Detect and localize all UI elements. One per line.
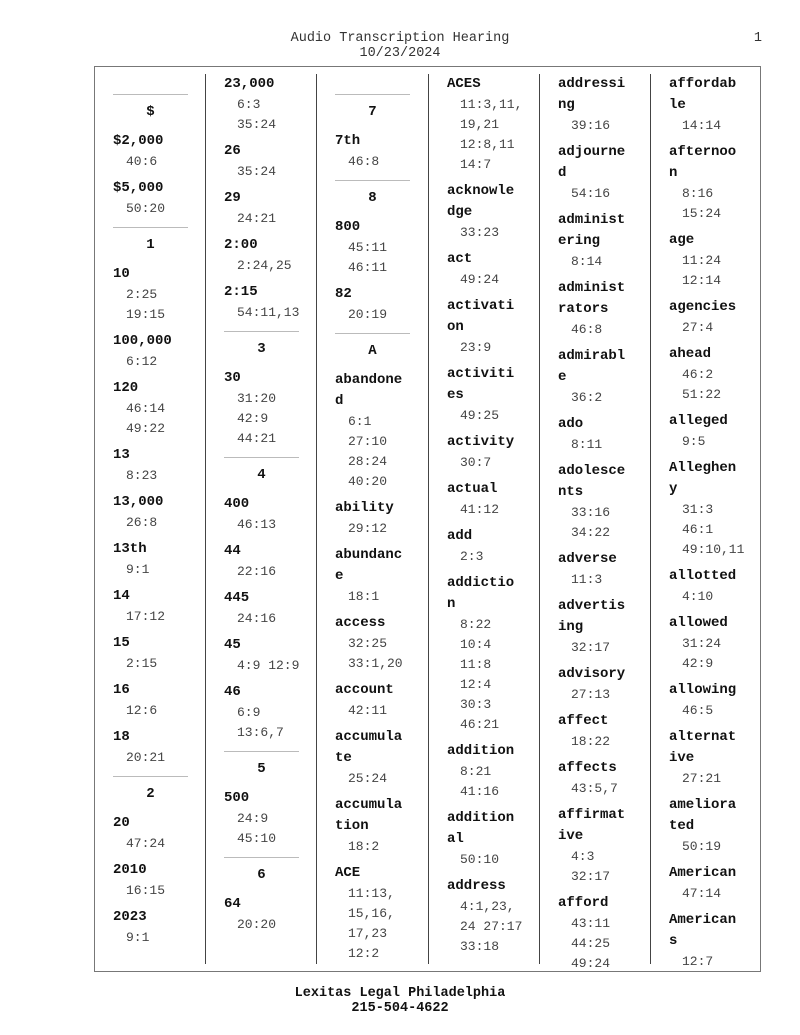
page-line-reference: 6:9 — [237, 705, 261, 720]
index-column-3 — [335, 74, 433, 970]
page-line-reference: 45:10 — [237, 831, 277, 846]
index-term: 23,000 — [224, 76, 275, 92]
index-entry — [113, 331, 211, 372]
index-term: addressi ng — [558, 76, 626, 113]
index-term: 445 — [224, 590, 250, 606]
index-entry — [447, 74, 545, 175]
index-entry — [447, 526, 545, 567]
index-entry — [669, 863, 767, 904]
page-number: 1 — [753, 31, 762, 46]
page-line-reference: 2:15 — [126, 656, 158, 671]
page-line-reference: 44:25 — [571, 936, 611, 951]
page-line-reference: 42:11 — [348, 703, 388, 718]
index-entry — [669, 74, 767, 136]
page-line-reference: 46:11 — [348, 260, 388, 275]
index-term: 2010 — [113, 862, 147, 878]
page-line-reference: 47:24 — [126, 836, 166, 851]
page-line-reference: 32:25 — [348, 636, 388, 651]
page-line-reference: 17:12 — [126, 609, 166, 624]
page-line-reference: 49:22 — [126, 421, 166, 436]
page-line-reference: 33:18 — [460, 939, 500, 954]
index-entry — [335, 795, 433, 857]
index-term: 13,000 — [113, 494, 164, 510]
page-line-reference: 24:21 — [237, 211, 277, 226]
page-line-reference: 4:3 — [571, 849, 595, 864]
index-entry — [558, 549, 656, 590]
index-term: 82 — [335, 286, 352, 302]
page-line-reference: 31:20 — [237, 391, 277, 406]
index-term: 2023 — [113, 909, 147, 925]
page-line-reference: 11:8 — [460, 657, 492, 672]
index-entry — [669, 910, 767, 972]
page-line-reference: 9:1 — [126, 562, 150, 577]
index-term: 100,000 — [113, 333, 172, 349]
index-term: affects — [558, 760, 617, 776]
header-title: Audio Transcription Hearing — [290, 31, 510, 46]
index-entry — [558, 893, 656, 974]
index-entry — [113, 586, 211, 627]
page-line-reference: 46:8 — [571, 322, 603, 337]
page-line-reference: 33:1,20 — [348, 656, 403, 671]
index-column-2 — [224, 74, 322, 941]
index-term: 45 — [224, 637, 241, 653]
section-heading: 7 — [335, 94, 410, 121]
index-term: adjourne d — [558, 144, 626, 181]
index-entry — [335, 545, 433, 607]
index-entry — [224, 894, 322, 935]
index-entry — [447, 573, 545, 735]
page-line-reference: 50:10 — [460, 852, 500, 867]
index-term: ability — [335, 500, 394, 516]
index-term: afternoo n — [669, 144, 737, 181]
index-term: 400 — [224, 496, 250, 512]
index-term: adolesce nts — [558, 463, 626, 500]
index-term: ACE — [335, 865, 361, 881]
index-entry — [447, 479, 545, 520]
index-term: 120 — [113, 380, 139, 396]
page-line-reference: 10:4 — [460, 637, 492, 652]
index-entry — [558, 142, 656, 204]
index-term: $2,000 — [113, 133, 164, 149]
index-term: agencies — [669, 299, 737, 315]
footer-company: Lexitas Legal Philadelphia — [294, 986, 506, 1001]
index-entry — [447, 432, 545, 473]
index-entry — [113, 633, 211, 674]
index-entry — [335, 131, 433, 172]
index-term: 64 — [224, 896, 241, 912]
page-line-reference: 6:12 — [126, 354, 158, 369]
index-entry — [224, 188, 322, 229]
index-entry — [447, 741, 545, 802]
index-entry — [113, 492, 211, 533]
page-line-reference: 15:24 — [682, 206, 722, 221]
index-term: 20 — [113, 815, 130, 831]
page-line-reference: 18:22 — [571, 734, 611, 749]
index-entry — [224, 541, 322, 582]
index-column-1 — [113, 74, 211, 954]
index-entry — [558, 278, 656, 340]
page-line-reference: 12:8,11 — [460, 137, 515, 152]
page-line-reference: 24 27:17 — [460, 919, 523, 934]
page-line-reference: 9:1 — [126, 930, 150, 945]
page-line-reference: 33:16 — [571, 505, 611, 520]
page-line-reference: 26:8 — [126, 515, 158, 530]
page-line-reference: 14:7 — [460, 157, 492, 172]
page-line-reference: 49:10,11 — [682, 542, 745, 557]
page-line-reference: 40:6 — [126, 154, 158, 169]
index-term: 44 — [224, 543, 241, 559]
page-line-reference: 19:15 — [126, 307, 166, 322]
page-line-reference: 18:2 — [348, 839, 380, 854]
index-term: ACES — [447, 76, 481, 92]
index-term: 46 — [224, 684, 241, 700]
index-entry — [113, 445, 211, 486]
index-term: advertis ing — [558, 598, 626, 635]
index-entry — [558, 346, 656, 408]
page-line-reference: 46:2 — [682, 367, 714, 382]
page-line-reference: 14:14 — [682, 118, 722, 133]
index-term: access — [335, 615, 386, 631]
index-entry — [335, 217, 433, 278]
page-line-reference: 12:6 — [126, 703, 158, 718]
page-line-reference: 12:2 — [348, 946, 380, 961]
index-entry — [669, 680, 767, 721]
page-line-reference: 27:13 — [571, 687, 611, 702]
page-line-reference: 23:9 — [460, 340, 492, 355]
index-term: 500 — [224, 790, 250, 806]
index-term: adverse — [558, 551, 617, 567]
section-heading: 4 — [224, 457, 299, 484]
index-entry — [224, 282, 322, 323]
page-line-reference: 11:24 — [682, 253, 722, 268]
index-entry — [335, 863, 433, 964]
page-line-reference: 29:12 — [348, 521, 388, 536]
index-entry — [558, 74, 656, 136]
page-line-reference: 44:21 — [237, 431, 277, 446]
index-term: act — [447, 251, 473, 267]
page-line-reference: 27:21 — [682, 771, 722, 786]
page-line-reference: 2:24,25 — [237, 258, 292, 273]
page-line-reference: 27:4 — [682, 320, 714, 335]
page-line-reference: 42:9 — [237, 411, 269, 426]
page-line-reference: 27:10 — [348, 434, 388, 449]
page-line-reference: 31:24 — [682, 636, 722, 651]
page-line-reference: 9:5 — [682, 434, 706, 449]
page-line-reference: 4:9 12:9 — [237, 658, 300, 673]
index-term: allowing — [669, 682, 737, 698]
index-entry — [669, 727, 767, 789]
index-entry — [447, 249, 545, 290]
index-entry — [224, 141, 322, 182]
page-line-reference: 30:7 — [460, 455, 492, 470]
page-line-reference: 42:9 — [682, 656, 714, 671]
page-line-reference: 12:4 — [460, 677, 492, 692]
index-term: abundanc e — [335, 547, 403, 584]
index-column-6 — [669, 74, 767, 978]
index-term: addictio n — [447, 575, 515, 612]
index-entry — [224, 494, 322, 535]
page-line-reference: 2:25 — [126, 287, 158, 302]
index-entry — [669, 344, 767, 405]
index-term: 16 — [113, 682, 130, 698]
index-term: ado — [558, 416, 584, 432]
index-entry — [113, 680, 211, 721]
page-line-reference: 31:3 — [682, 502, 714, 517]
index-term: 10 — [113, 266, 130, 282]
index-entry — [447, 364, 545, 426]
index-term: 26 — [224, 143, 241, 159]
page-line-reference: 46:5 — [682, 703, 714, 718]
index-term: American — [669, 865, 737, 881]
page-line-reference: 11:3,11, — [460, 97, 523, 112]
index-entry — [224, 682, 322, 743]
page-line-reference: 50:20 — [126, 201, 166, 216]
index-term: 14 — [113, 588, 130, 604]
index-term: addition al — [447, 810, 515, 847]
section-heading: 5 — [224, 751, 299, 778]
index-term: actual — [447, 481, 498, 497]
page-line-reference: 24:16 — [237, 611, 277, 626]
index-entry — [224, 74, 322, 135]
index-term: Alleghen y — [669, 460, 737, 497]
index-term: 13 — [113, 447, 130, 463]
index-entry — [113, 727, 211, 768]
index-entry — [558, 758, 656, 799]
index-entry — [669, 411, 767, 452]
index-entry — [224, 588, 322, 629]
index-entry — [113, 860, 211, 901]
section-heading: 6 — [224, 857, 299, 884]
section-heading: $ — [113, 94, 188, 121]
index-entry — [335, 498, 433, 539]
page-line-reference: 25:24 — [348, 771, 388, 786]
index-entry — [558, 414, 656, 455]
index-term: 29 — [224, 190, 241, 206]
page-line-reference: 32:17 — [571, 869, 611, 884]
index-entry — [335, 727, 433, 789]
page-line-reference: 11:3 — [571, 572, 603, 587]
index-entry — [335, 284, 433, 325]
page-line-reference: 33:23 — [460, 225, 500, 240]
index-entry — [558, 805, 656, 887]
index-term: 2:15 — [224, 284, 258, 300]
page-line-reference: 40:20 — [348, 474, 388, 489]
page-line-reference: 36:2 — [571, 390, 603, 405]
index-entry — [669, 795, 767, 857]
page-line-reference: 32:17 — [571, 640, 611, 655]
index-term: account — [335, 682, 394, 698]
index-term: afford — [558, 895, 609, 911]
page-line-reference: 20:20 — [237, 917, 277, 932]
page-line-reference: 22:16 — [237, 564, 277, 579]
page-line-reference: 20:19 — [348, 307, 388, 322]
index-term: add — [447, 528, 473, 544]
page-line-reference: 8:22 — [460, 617, 492, 632]
page-line-reference: 8:23 — [126, 468, 158, 483]
index-term: 7th — [335, 133, 361, 149]
index-term: alternat ive — [669, 729, 737, 766]
index-term: administ ering — [558, 212, 626, 249]
page-line-reference: 46:1 — [682, 522, 714, 537]
index-term: advisory — [558, 666, 626, 682]
index-entry — [113, 813, 211, 854]
index-entry — [447, 181, 545, 243]
section-heading: 3 — [224, 331, 299, 358]
page-line-reference: 30:3 — [460, 697, 492, 712]
index-entry — [558, 210, 656, 272]
index-entry — [558, 596, 656, 658]
index-term: abandone d — [335, 372, 403, 409]
index-entry — [224, 635, 322, 676]
page-line-reference: 16:15 — [126, 883, 166, 898]
index-term: activiti es — [447, 366, 515, 403]
index-entry — [447, 808, 545, 870]
section-heading: A — [335, 333, 410, 360]
page-line-reference: 41:16 — [460, 784, 500, 799]
index-term: accumula te — [335, 729, 403, 766]
footer-phone: 215-504-4622 — [351, 1001, 449, 1016]
index-term: affect — [558, 713, 609, 729]
index-entry — [335, 680, 433, 721]
index-entry — [224, 368, 322, 449]
index-entry — [224, 235, 322, 276]
index-entry — [558, 461, 656, 543]
index-entry — [113, 907, 211, 948]
index-term: affordab le — [669, 76, 737, 113]
page-line-reference: 17,23 — [348, 926, 388, 941]
index-term: address — [447, 878, 506, 894]
index-entry — [113, 131, 211, 172]
page-line-reference: 2:3 — [460, 549, 484, 564]
index-term: accumula tion — [335, 797, 403, 834]
index-column-4 — [447, 74, 545, 963]
page-line-reference: 11:13, — [348, 886, 395, 901]
page-line-reference: 46:8 — [348, 154, 380, 169]
page-line-reference: 8:14 — [571, 254, 603, 269]
index-term: 15 — [113, 635, 130, 651]
index-term: alleged — [669, 413, 728, 429]
page-line-reference: 6:1 — [348, 414, 372, 429]
page-line-reference: 6:3 — [237, 97, 261, 112]
page-line-reference: 20:21 — [126, 750, 166, 765]
page-line-reference: 39:16 — [571, 118, 611, 133]
index-term: administ rators — [558, 280, 626, 317]
index-entry — [113, 539, 211, 580]
index-term: $5,000 — [113, 180, 164, 196]
index-term: 13th — [113, 541, 147, 557]
index-entry — [335, 613, 433, 674]
page-line-reference: 46:14 — [126, 401, 166, 416]
index-term: allotted — [669, 568, 737, 584]
page-line-reference: 28:24 — [348, 454, 388, 469]
page-line-reference: 12:7 — [682, 954, 714, 969]
section-heading: 1 — [113, 227, 188, 254]
page-line-reference: 13:6,7 — [237, 725, 284, 740]
index-entry — [669, 613, 767, 674]
index-term: 18 — [113, 729, 130, 745]
index-term: age — [669, 232, 695, 248]
index-term: acknowle dge — [447, 183, 515, 220]
index-term: 800 — [335, 219, 361, 235]
page-line-reference: 8:21 — [460, 764, 492, 779]
page-line-reference: 8:11 — [571, 437, 603, 452]
index-entry — [224, 788, 322, 849]
section-heading: 8 — [335, 180, 410, 207]
page-line-reference: 43:11 — [571, 916, 611, 931]
index-term: 2:00 — [224, 237, 258, 253]
index-entry — [558, 711, 656, 752]
page-line-reference: 19,21 — [460, 117, 500, 132]
page-line-reference: 46:21 — [460, 717, 500, 732]
index-entry — [669, 297, 767, 338]
page-line-reference: 45:11 — [348, 240, 388, 255]
header-date: 10/23/2024 — [359, 46, 441, 61]
index-term: ameliora ted — [669, 797, 737, 834]
page-line-reference: 51:22 — [682, 387, 722, 402]
page-line-reference: 43:5,7 — [571, 781, 618, 796]
page-line-reference: 49:24 — [460, 272, 500, 287]
index-term: addition — [447, 743, 515, 759]
index-term: activati on — [447, 298, 515, 335]
index-column-5 — [558, 74, 656, 980]
index-entry — [558, 664, 656, 705]
page-line-reference: 24:9 — [237, 811, 269, 826]
page-line-reference: 4:1,23, — [460, 899, 515, 914]
page-line-reference: 50:19 — [682, 839, 722, 854]
page-line-reference: 18:1 — [348, 589, 380, 604]
index-entry — [113, 264, 211, 325]
page-line-reference: 35:24 — [237, 164, 277, 179]
page-line-reference: 49:24 — [571, 956, 611, 971]
page-line-reference: 34:22 — [571, 525, 611, 540]
page-line-reference: 15,16, — [348, 906, 395, 921]
index-term: admirabl e — [558, 348, 626, 385]
page-line-reference: 35:24 — [237, 117, 277, 132]
index-entry — [335, 370, 433, 492]
index-entry — [447, 296, 545, 358]
page-line-reference: 46:13 — [237, 517, 277, 532]
page-line-reference: 8:16 — [682, 186, 714, 201]
page-line-reference: 47:14 — [682, 886, 722, 901]
index-term: American s — [669, 912, 737, 949]
index-term: activity — [447, 434, 515, 450]
index-entry — [113, 378, 211, 439]
index-entry — [669, 142, 767, 224]
index-term: allowed — [669, 615, 728, 631]
page-line-reference: 4:10 — [682, 589, 714, 604]
index-entry — [447, 876, 545, 957]
index-term: 30 — [224, 370, 241, 386]
page-line-reference: 54:11,13 — [237, 305, 300, 320]
page-line-reference: 49:25 — [460, 408, 500, 423]
index-entry — [113, 178, 211, 219]
page-line-reference: 54:16 — [571, 186, 611, 201]
page-line-reference: 41:12 — [460, 502, 500, 517]
section-heading: 2 — [113, 776, 188, 803]
index-term: affirmat ive — [558, 807, 626, 844]
index-entry — [669, 458, 767, 560]
index-term: ahead — [669, 346, 712, 362]
index-entry — [669, 566, 767, 607]
index-entry — [669, 230, 767, 291]
page-line-reference: 12:14 — [682, 273, 722, 288]
